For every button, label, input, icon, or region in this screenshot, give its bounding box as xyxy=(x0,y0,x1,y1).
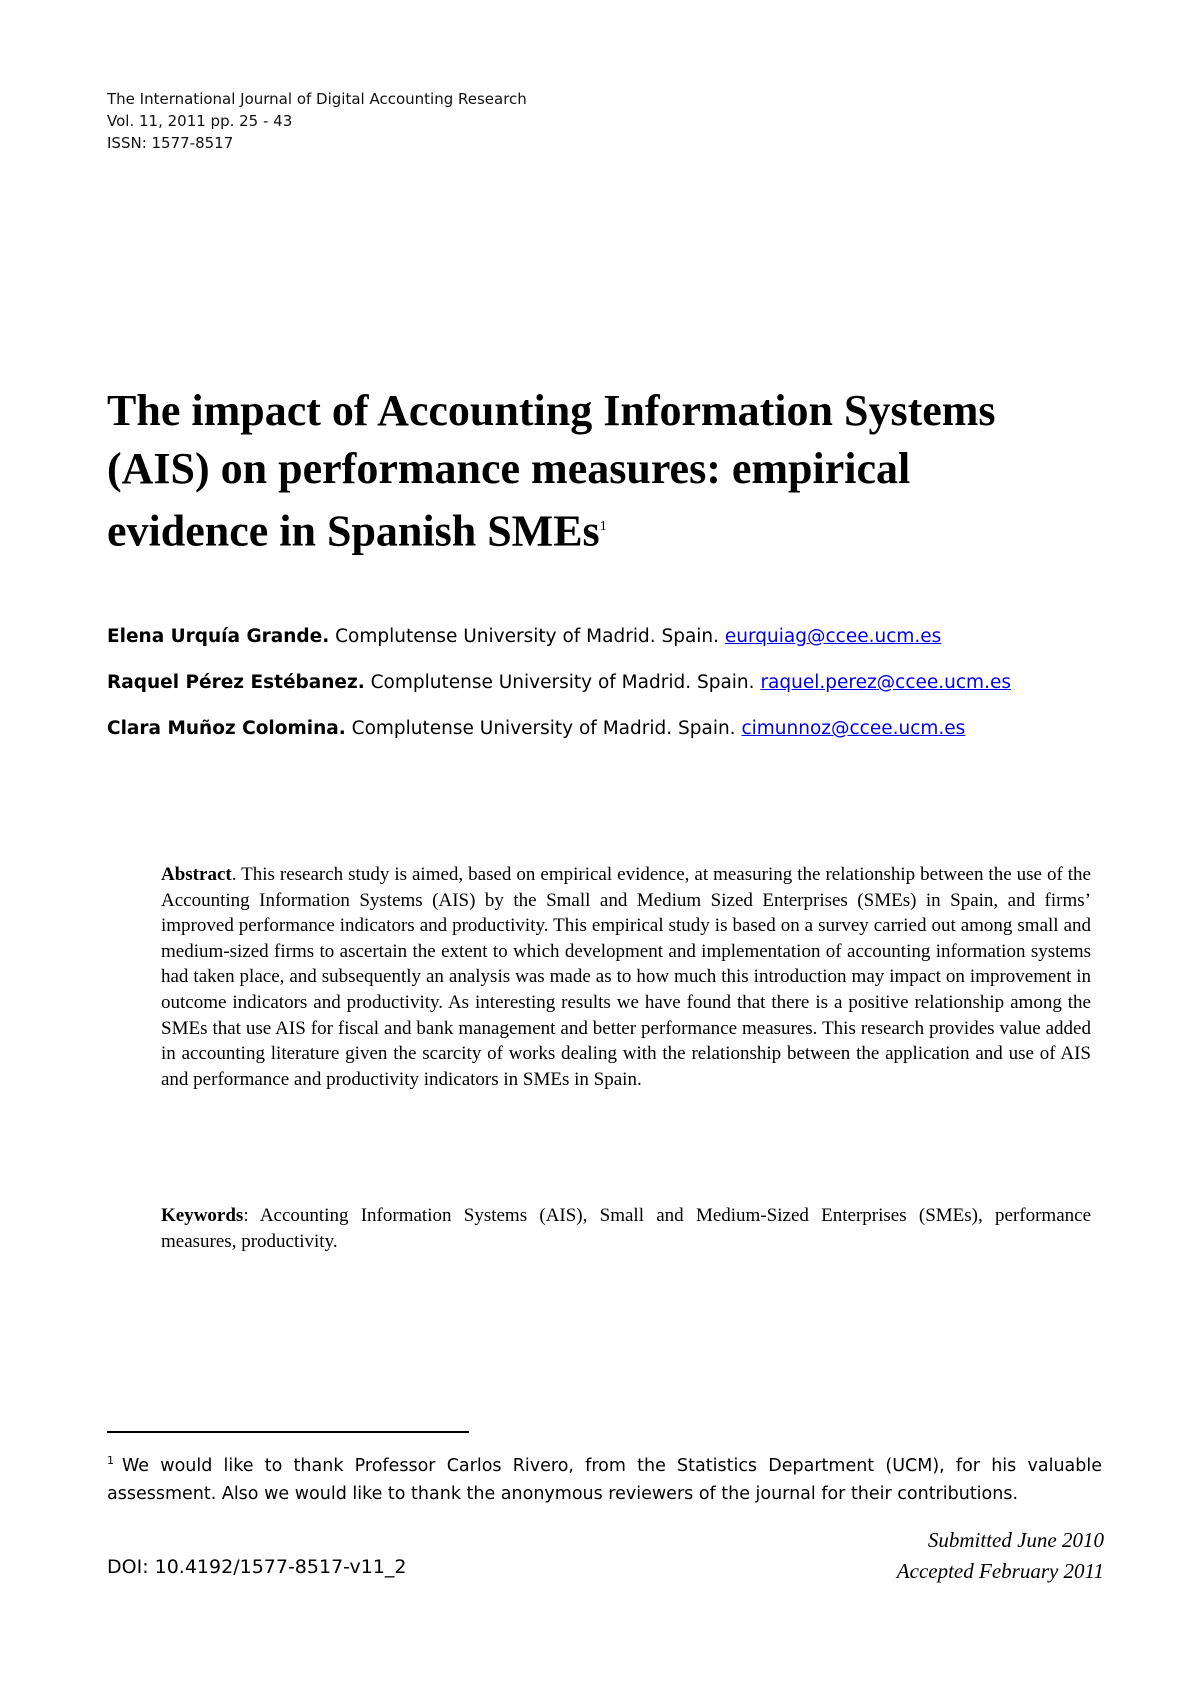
journal-issn: ISSN: 1577-8517 xyxy=(107,134,234,152)
journal-header xyxy=(107,88,527,154)
footnote-divider xyxy=(107,1431,469,1433)
author-name: Elena Urquía Grande. xyxy=(107,626,330,647)
author-list xyxy=(107,626,1117,764)
author-affiliation: Complutense University of Madrid. Spain. xyxy=(335,626,720,647)
journal-volume: Vol. 11, 2011 pp. 25 - 43 xyxy=(107,112,293,130)
footnote-mark: 1 xyxy=(107,1454,114,1467)
author-email-link[interactable]: cimunnoz@ccee.ucm.es xyxy=(741,718,966,739)
doi: DOI: 10.4192/1577-8517-v11_2 xyxy=(107,1556,407,1578)
author-email-link[interactable]: eurquiag@ccee.ucm.es xyxy=(724,626,942,647)
submitted-date: Submitted June 2010 xyxy=(927,1528,1104,1552)
author-entry xyxy=(107,718,1117,764)
keywords-text: : Accounting Information Systems (AIS), Small and Medium-Sized Enterprises (SMEs), performance measures, productivity. xyxy=(161,1205,1091,1252)
author-name: Raquel Pérez Estébanez. xyxy=(107,672,365,693)
keywords-label: Keywords xyxy=(161,1205,244,1226)
abstract-text: . This research study is aimed, based on empirical evidence, at measuring the relationship between the use of the Accounting Information Systems (AIS) by the Small and Medium Sized Enterprises (SMEs) in Spain, and firms’ improved performance indicators and productivity. This empirical study is based on a survey carried out among small and medium-sized firms to ascertain the extent to which development and implementation of accounting information systems had taken place, and subsequently an analysis was made as to how much this introduction may impact on improvement in outcome indicators and productivity. As interesting results we have found that there is a positive relationship among the SMEs that use AIS for fiscal and bank management and better performance measures. This research provides value added in accounting literature given the scarcity of works dealing with the relationship between the application and use of AIS and performance and productivity indicators in SMEs in Spain. xyxy=(161,864,1091,1090)
abstract-label: Abstract xyxy=(161,864,232,885)
author-name: Clara Muñoz Colomina. xyxy=(107,718,346,739)
author-affiliation: Complutense University of Madrid. Spain. xyxy=(351,718,736,739)
paper-title xyxy=(107,382,1067,561)
title-footnote-mark: 1 xyxy=(599,519,607,534)
accepted-date: Accepted February 2011 xyxy=(896,1559,1104,1583)
abstract xyxy=(161,862,1091,1092)
author-entry xyxy=(107,626,1117,672)
journal-name: The International Journal of Digital Accounting Research xyxy=(107,90,527,108)
keywords xyxy=(161,1203,1091,1254)
footnote xyxy=(107,1447,1102,1508)
author-entry xyxy=(107,672,1117,718)
author-affiliation: Complutense University of Madrid. Spain. xyxy=(370,672,755,693)
author-email-link[interactable]: raquel.perez@ccee.ucm.es xyxy=(760,672,1011,693)
footnote-text: We would like to thank Professor Carlos Rivero, from the Statistics Department (UCM), for his valuable assessment. Also we would like to thank the anonymous reviewers of the journal for their contributions. xyxy=(107,1455,1102,1504)
submission-dates xyxy=(760,1525,1104,1587)
paper-title-text: The impact of Accounting Information Systems (AIS) on performance measures: empirical evidence in Spanish SMEs xyxy=(107,386,996,556)
